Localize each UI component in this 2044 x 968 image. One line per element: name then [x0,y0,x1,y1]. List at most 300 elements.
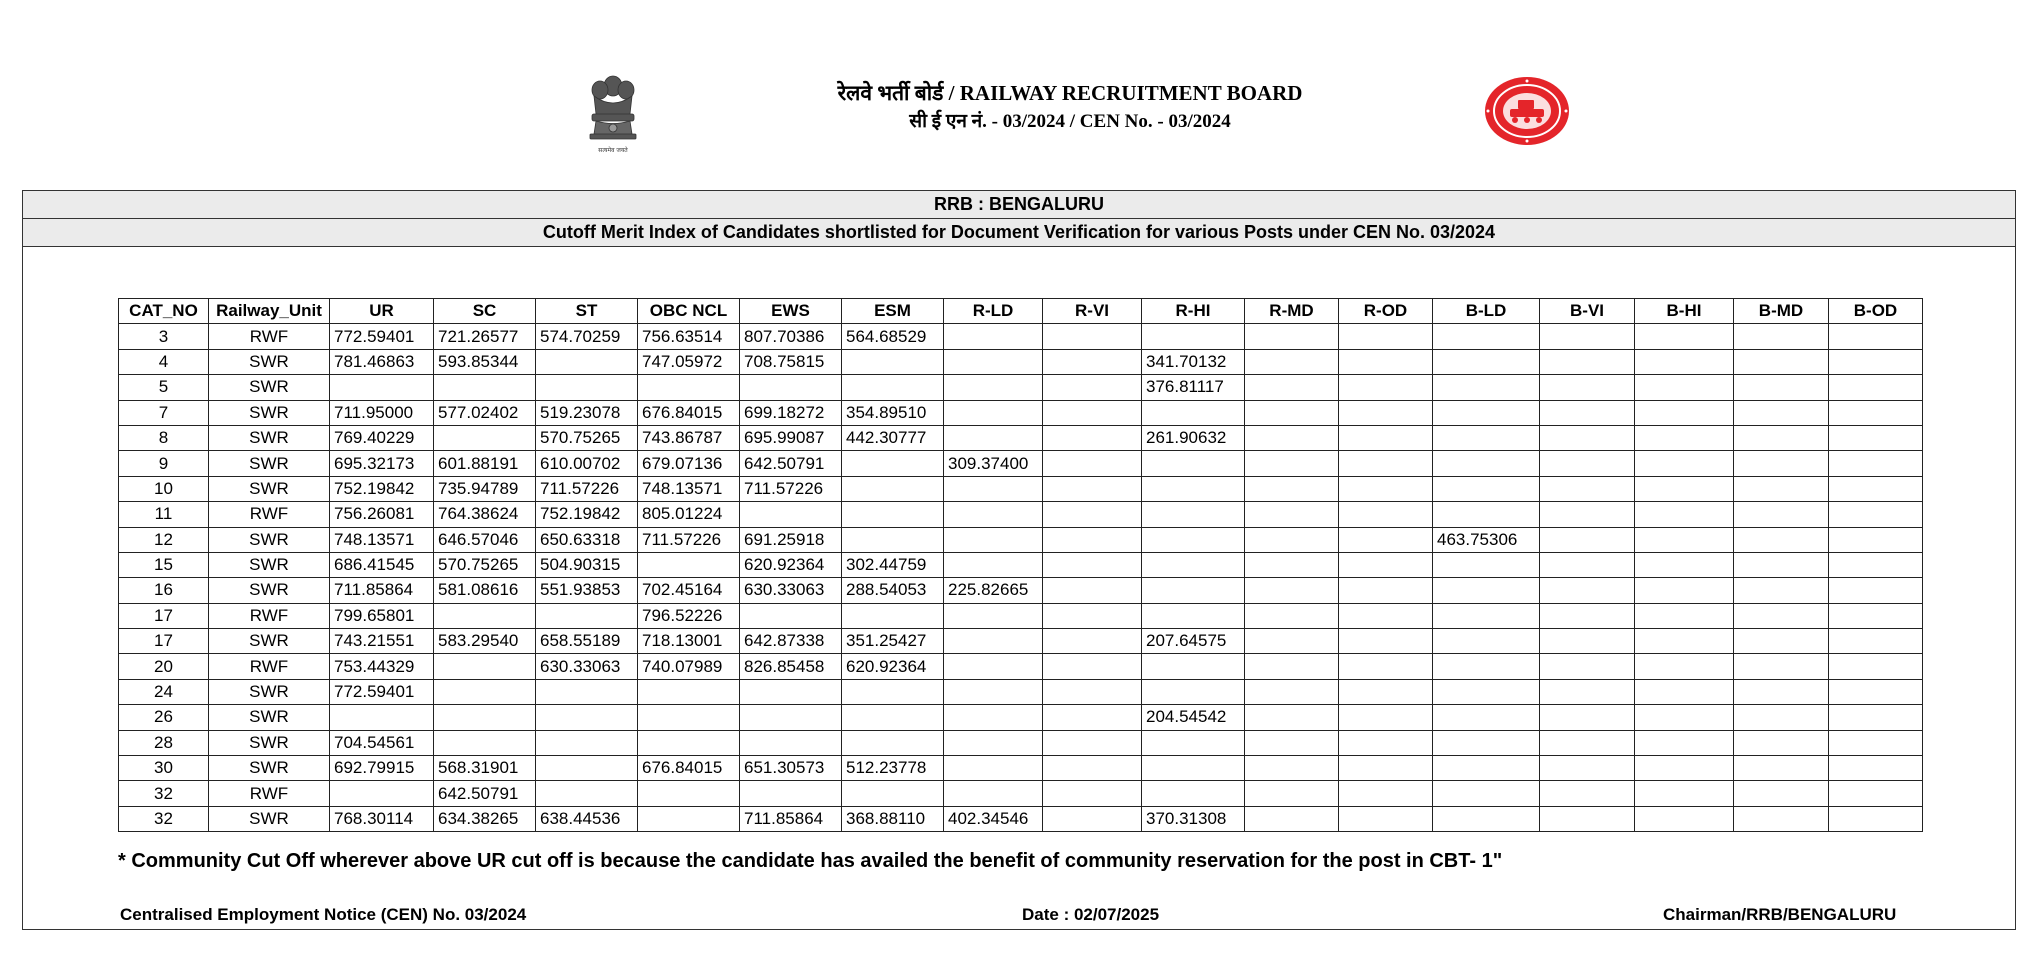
table-row [119,400,1923,425]
cutoff-value-cell [944,502,1043,527]
cutoff-value-cell [1635,324,1734,349]
cutoff-value-cell [1043,425,1142,450]
cutoff-value-cell [1635,603,1734,628]
cutoff-value-cell [1635,476,1734,501]
cutoff-value-cell [1245,476,1339,501]
cat-no-cell: 30 [119,756,209,781]
cutoff-value-cell [1829,349,1923,374]
cutoff-value-cell [1142,654,1245,679]
table-row [119,629,1923,654]
column-header: OBC NCL [638,299,740,324]
cutoff-value-cell [1339,502,1433,527]
railway-unit-cell: SWR [209,552,330,577]
cutoff-value-cell: 593.85344 [434,349,536,374]
cutoff-value-cell: 740.07989 [638,654,740,679]
cutoff-value-cell: 752.19842 [330,476,434,501]
cutoff-value-cell [1043,502,1142,527]
railway-unit-cell: SWR [209,705,330,730]
cutoff-value-cell [1540,578,1635,603]
cutoff-value-cell [1734,552,1829,577]
cutoff-value-cell [1540,705,1635,730]
cutoff-value-cell [536,756,638,781]
table-row [119,603,1923,628]
cutoff-value-cell: 704.54561 [330,730,434,755]
cutoff-value-cell: 630.33063 [740,578,842,603]
cutoff-value-cell [1433,756,1540,781]
cutoff-value-cell [1734,654,1829,679]
cutoff-value-cell: 577.02402 [434,400,536,425]
cutoff-value-cell [1043,654,1142,679]
cutoff-value-cell [638,781,740,806]
cutoff-value-cell: 721.26577 [434,324,536,349]
cutoff-value-cell [944,781,1043,806]
cutoff-value-cell [1635,654,1734,679]
cutoff-value-cell: 768.30114 [330,806,434,831]
cutoff-value-cell [1339,451,1433,476]
cutoff-value-cell [1339,527,1433,552]
cutoff-value-cell [1734,756,1829,781]
cutoff-value-cell [944,527,1043,552]
railway-unit-cell: RWF [209,324,330,349]
community-cutoff-note: * Community Cut Off wherever above UR cut off is because the candidate has availed the benefit of community reservation for the post in CBT- 1" [118,850,1503,872]
cutoff-value-cell: 658.55189 [536,629,638,654]
cat-no-cell: 10 [119,476,209,501]
cutoff-value-cell [434,425,536,450]
cutoff-value-cell [638,679,740,704]
column-header: Railway_Unit [209,299,330,324]
cutoff-value-cell [1829,781,1923,806]
cutoff-value-cell [1142,400,1245,425]
cutoff-value-cell [944,679,1043,704]
column-header: ESM [842,299,944,324]
cutoff-value-cell [1245,349,1339,374]
railway-unit-cell: RWF [209,781,330,806]
cutoff-value-cell [1734,349,1829,374]
cutoff-value-cell: 676.84015 [638,400,740,425]
cutoff-value-cell: 756.63514 [638,324,740,349]
cutoff-value-cell: 748.13571 [330,527,434,552]
railway-unit-cell: SWR [209,806,330,831]
cutoff-value-cell [740,502,842,527]
cutoff-value-cell: 442.30777 [842,425,944,450]
cutoff-value-cell: 748.13571 [638,476,740,501]
cutoff-value-cell: 519.23078 [536,400,638,425]
cutoff-value-cell: 772.59401 [330,324,434,349]
page-header [760,78,1380,136]
cutoff-value-cell [1245,324,1339,349]
board-name-band: RRB : BENGALURU [22,190,2016,219]
cutoff-value-cell [1339,730,1433,755]
table-row [119,806,1923,831]
cutoff-value-cell [1339,552,1433,577]
column-header: B-VI [1540,299,1635,324]
document-subtitle-band: Cutoff Merit Index of Candidates shortlisted for Document Verification for various Posts under CEN No. 03/2024 [22,218,2016,247]
railway-unit-cell: SWR [209,476,330,501]
cutoff-value-cell [1043,324,1142,349]
cat-no-cell: 8 [119,425,209,450]
cat-no-cell: 5 [119,375,209,400]
cutoff-value-cell [842,451,944,476]
cutoff-value-cell: 642.50791 [740,451,842,476]
cutoff-value-cell [1540,603,1635,628]
table-row [119,502,1923,527]
cutoff-value-cell [1339,476,1433,501]
cutoff-value-cell [434,654,536,679]
cutoff-value-cell: 769.40229 [330,425,434,450]
cutoff-value-cell [1339,679,1433,704]
cutoff-value-cell [638,730,740,755]
cutoff-value-cell: 570.75265 [434,552,536,577]
cat-no-cell: 9 [119,451,209,476]
cutoff-value-cell [944,654,1043,679]
cutoff-value-cell: 686.41545 [330,552,434,577]
cutoff-value-cell [536,781,638,806]
table-row [119,756,1923,781]
cutoff-value-cell [1245,375,1339,400]
cutoff-value-cell: 309.37400 [944,451,1043,476]
cutoff-value-cell [1339,400,1433,425]
cutoff-value-cell: 620.92364 [740,552,842,577]
cutoff-value-cell: 351.25427 [842,629,944,654]
column-header: ST [536,299,638,324]
railway-unit-cell: SWR [209,578,330,603]
cutoff-value-cell: 711.85864 [330,578,434,603]
cutoff-value-cell [1433,324,1540,349]
cutoff-value-cell [1142,679,1245,704]
cutoff-value-cell [842,349,944,374]
cutoff-value-cell [1043,629,1142,654]
cutoff-value-cell [842,476,944,501]
cutoff-value-cell [1540,654,1635,679]
cutoff-value-cell: 711.85864 [740,806,842,831]
cutoff-value-cell [1433,730,1540,755]
railway-unit-cell: SWR [209,400,330,425]
header-cen-number: सी ई एन नं. - 03/2024 / CEN No. - 03/2024 [909,111,1231,132]
cutoff-value-cell: 302.44759 [842,552,944,577]
cutoff-value-cell: 568.31901 [434,756,536,781]
cutoff-value-cell [1635,425,1734,450]
cutoff-value-cell [1339,349,1433,374]
railway-unit-cell: SWR [209,425,330,450]
cutoff-value-cell [1245,552,1339,577]
footer-cen-notice: Centralised Employment Notice (CEN) No. 03/2024 [120,905,527,924]
cutoff-value-cell [1540,730,1635,755]
cutoff-value-cell [1540,349,1635,374]
cutoff-value-cell: 772.59401 [330,679,434,704]
cutoff-value-cell [1635,451,1734,476]
cutoff-value-cell [1339,375,1433,400]
cutoff-value-cell: 288.54053 [842,578,944,603]
footer-date: Date : 02/07/2025 [1022,905,1160,924]
cutoff-value-cell [944,603,1043,628]
cutoff-value-cell [1339,578,1433,603]
cutoff-value-cell: 225.82665 [944,578,1043,603]
cutoff-value-cell [842,502,944,527]
cutoff-value-cell [1433,451,1540,476]
cutoff-value-cell: 699.18272 [740,400,842,425]
column-header: B-HI [1635,299,1734,324]
cutoff-value-cell [1635,502,1734,527]
cutoff-value-cell: 711.57226 [740,476,842,501]
table-row [119,324,1923,349]
cutoff-value-cell [1433,578,1540,603]
cutoff-value-cell [536,679,638,704]
cutoff-value-cell: 402.34546 [944,806,1043,831]
cutoff-value-cell [1829,705,1923,730]
cutoff-value-cell: 735.94789 [434,476,536,501]
cutoff-value-cell [638,552,740,577]
cutoff-value-cell [1339,781,1433,806]
cutoff-value-cell [1433,781,1540,806]
cutoff-value-cell [434,603,536,628]
cutoff-value-cell [1540,451,1635,476]
cutoff-value-cell [1339,654,1433,679]
cutoff-value-cell: 747.05972 [638,349,740,374]
cutoff-value-cell [1142,527,1245,552]
cutoff-value-cell: 650.63318 [536,527,638,552]
cutoff-value-cell [1245,629,1339,654]
column-header: B-OD [1829,299,1923,324]
cutoff-value-cell [944,375,1043,400]
column-header: B-MD [1734,299,1829,324]
cutoff-value-cell: 718.13001 [638,629,740,654]
cutoff-value-cell [1829,654,1923,679]
cutoff-value-cell [1829,730,1923,755]
cutoff-value-cell [1433,629,1540,654]
cutoff-value-cell [1635,679,1734,704]
cutoff-value-cell [1734,400,1829,425]
cutoff-value-cell [1635,756,1734,781]
cutoff-value-cell [1635,730,1734,755]
cutoff-value-cell [1043,451,1142,476]
cutoff-value-cell: 702.45164 [638,578,740,603]
cutoff-value-cell [842,705,944,730]
cutoff-value-cell [1829,552,1923,577]
cutoff-value-cell [536,603,638,628]
cutoff-value-cell [1540,806,1635,831]
cutoff-value-cell [1734,578,1829,603]
cat-no-cell: 32 [119,806,209,831]
cutoff-value-cell [1339,756,1433,781]
cat-no-cell: 32 [119,781,209,806]
cutoff-value-cell [1245,425,1339,450]
cat-no-cell: 4 [119,349,209,374]
cutoff-value-cell [1339,425,1433,450]
cutoff-value-cell: 581.08616 [434,578,536,603]
state-emblem-icon [578,70,648,156]
cat-no-cell: 15 [119,552,209,577]
cutoff-value-cell [944,349,1043,374]
cutoff-value-cell [944,756,1043,781]
cutoff-value-cell [740,679,842,704]
railway-unit-cell: SWR [209,349,330,374]
cutoff-value-cell [1829,578,1923,603]
cutoff-value-cell [1433,806,1540,831]
cutoff-value-cell [1043,552,1142,577]
railway-unit-cell: RWF [209,603,330,628]
column-header: R-HI [1142,299,1245,324]
cutoff-value-cell: 642.87338 [740,629,842,654]
cutoff-value-cell [638,705,740,730]
cutoff-value-cell [1433,654,1540,679]
cutoff-value-cell [1635,400,1734,425]
cutoff-value-cell [1829,400,1923,425]
table-row [119,705,1923,730]
cutoff-value-cell [1734,679,1829,704]
cutoff-value-cell [944,324,1043,349]
cutoff-value-cell [1245,806,1339,831]
cutoff-value-cell [944,400,1043,425]
cutoff-value-cell [740,375,842,400]
cutoff-value-cell: 781.46863 [330,349,434,374]
cutoff-value-cell [1540,679,1635,704]
cutoff-value-cell [1433,349,1540,374]
header-title: रेलवे भर्ती बोर्ड / RAILWAY RECRUITMENT BOARD [837,81,1303,105]
cutoff-value-cell [1635,806,1734,831]
cutoff-value-cell [1734,502,1829,527]
cutoff-value-cell [1245,400,1339,425]
cutoff-value-cell [1829,603,1923,628]
cutoff-value-cell [944,730,1043,755]
cutoff-value-cell [1540,502,1635,527]
cutoff-value-cell [1540,629,1635,654]
cutoff-value-cell [1433,400,1540,425]
cutoff-value-cell [1734,781,1829,806]
cutoff-value-cell [1635,375,1734,400]
cutoff-value-cell [1142,603,1245,628]
cutoff-value-cell [1245,527,1339,552]
cutoff-value-cell [1245,654,1339,679]
cutoff-value-cell [1339,603,1433,628]
cutoff-value-cell [1339,705,1433,730]
cutoff-value-cell [1043,756,1142,781]
cutoff-value-cell [1540,527,1635,552]
cutoff-value-cell [1043,578,1142,603]
table-row [119,476,1923,501]
cutoff-value-cell [842,679,944,704]
cutoff-value-cell [1142,730,1245,755]
cutoff-value-cell [1540,476,1635,501]
cutoff-value-cell [434,705,536,730]
cutoff-value-cell [1829,502,1923,527]
cutoff-value-cell [1245,705,1339,730]
cutoff-value-cell [1734,375,1829,400]
cutoff-value-cell: 620.92364 [842,654,944,679]
cutoff-value-cell [1245,578,1339,603]
cutoff-value-cell [1635,705,1734,730]
cutoff-value-cell [1043,806,1142,831]
cutoff-value-cell [1142,578,1245,603]
table-row [119,451,1923,476]
cutoff-value-cell [1245,781,1339,806]
railway-unit-cell: RWF [209,502,330,527]
cutoff-value-cell: 638.44536 [536,806,638,831]
cutoff-value-cell [1043,400,1142,425]
cutoff-value-cell [536,375,638,400]
cutoff-value-cell [1245,451,1339,476]
cutoff-value-cell [1339,324,1433,349]
cutoff-value-cell [1245,756,1339,781]
cutoff-value-cell [1043,705,1142,730]
cat-no-cell: 17 [119,603,209,628]
cutoff-value-cell: 207.64575 [1142,629,1245,654]
cutoff-value-cell [1540,375,1635,400]
cutoff-value-cell [1540,781,1635,806]
cutoff-value-cell [1245,730,1339,755]
cutoff-value-cell [842,603,944,628]
railway-unit-cell: SWR [209,451,330,476]
table-header-row [119,299,1923,324]
cutoff-value-cell [1433,552,1540,577]
cutoff-value-cell: 691.25918 [740,527,842,552]
cutoff-value-cell: 204.54542 [1142,705,1245,730]
cutoff-value-cell: 504.90315 [536,552,638,577]
table-row [119,375,1923,400]
cutoff-value-cell [1245,603,1339,628]
cutoff-value-cell [1245,502,1339,527]
cutoff-value-cell [1433,705,1540,730]
table-row [119,527,1923,552]
cutoff-value-cell [434,679,536,704]
cutoff-value-cell [1829,451,1923,476]
cutoff-value-cell [1142,552,1245,577]
cutoff-value-cell: 711.57226 [536,476,638,501]
cutoff-value-cell [1734,629,1829,654]
railway-unit-cell: SWR [209,527,330,552]
cutoff-value-cell: 601.88191 [434,451,536,476]
railway-unit-cell: SWR [209,629,330,654]
cutoff-value-cell [944,552,1043,577]
cutoff-value-cell [1829,756,1923,781]
cutoff-value-cell [536,349,638,374]
column-header: UR [330,299,434,324]
cutoff-value-cell [1142,476,1245,501]
column-header: R-VI [1043,299,1142,324]
cutoff-value-cell [1540,324,1635,349]
cutoff-value-cell [1829,425,1923,450]
table-row [119,781,1923,806]
column-header: R-LD [944,299,1043,324]
cutoff-value-cell [944,476,1043,501]
cutoff-value-cell: 564.68529 [842,324,944,349]
cutoff-value-cell: 826.85458 [740,654,842,679]
cat-no-cell: 16 [119,578,209,603]
table-row [119,578,1923,603]
cutoff-value-cell [1433,425,1540,450]
column-header: CAT_NO [119,299,209,324]
cutoff-value-cell: 807.70386 [740,324,842,349]
cutoff-value-cell: 753.44329 [330,654,434,679]
cutoff-value-cell [1043,476,1142,501]
cutoff-value-cell [330,375,434,400]
cutoff-value-cell [1540,400,1635,425]
railway-unit-cell: SWR [209,375,330,400]
cutoff-value-cell [330,705,434,730]
cutoff-value-cell: 551.93853 [536,578,638,603]
table-row [119,654,1923,679]
railway-unit-cell: SWR [209,679,330,704]
cutoff-value-cell: 261.90632 [1142,425,1245,450]
cat-no-cell: 3 [119,324,209,349]
cutoff-value-cell: 799.65801 [330,603,434,628]
cutoff-value-cell: 711.95000 [330,400,434,425]
cutoff-value-cell: 796.52226 [638,603,740,628]
cutoff-value-cell [536,730,638,755]
cutoff-value-cell: 752.19842 [536,502,638,527]
cutoff-value-cell [1734,806,1829,831]
cutoff-value-cell [1433,679,1540,704]
cutoff-table [118,298,1923,832]
